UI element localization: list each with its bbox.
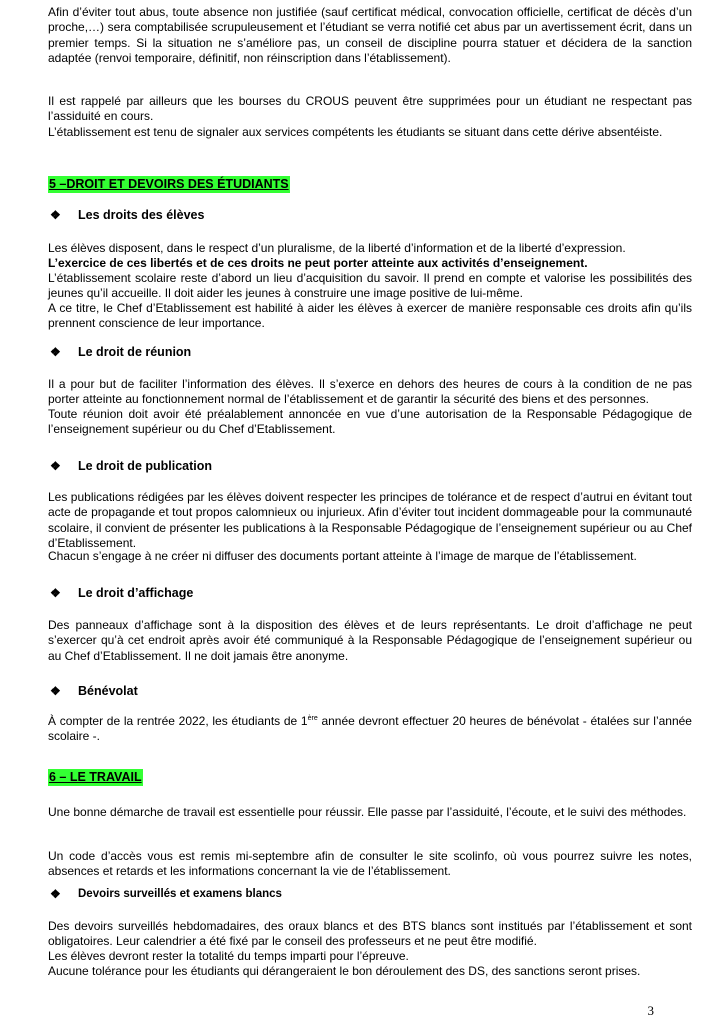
- subheading-devoirs-label: Devoirs surveillés et examens blancs: [78, 888, 282, 900]
- benevolat-text-end: année devront effectuer 20 heures de bénévolat - étalées sur l’année scolaire -.: [48, 714, 692, 744]
- droits-paragraph-3: L’établissement scolaire reste d’abord un lieu d’acquisition du savoir. Il prend en compte et valorise les possibilités des jeunes qu’il accueille. Il doit aider les jeunes à construire une image positive de lui-même.: [48, 271, 692, 301]
- publication-paragraph-2: Chacun s’engage à ne créer ni diffuser des documents portant atteinte à l’image de marque de l’établissement.: [48, 549, 637, 563]
- subheading-publication-label: Le droit de publication: [78, 459, 213, 473]
- diamond-bullet-icon: ❖: [50, 586, 61, 600]
- subheading-benevolat-label: Bénévolat: [78, 684, 138, 698]
- devoirs-paragraph-3: Aucune tolérance pour les étudiants qui dérangeraient le bon déroulement des DS, des sanctions seront prises.: [48, 964, 641, 978]
- subheading-affichage-label: Le droit d’affichage: [78, 586, 194, 600]
- intro-paragraph-1: Afin d’éviter tout abus, toute absence non justifiée (sauf certificat médical, convocation officielle, certificat de décès d’un proche,…) sera comptabilisée scrupuleusement et l’étudiant se verra notifié cet abus par un avertissement écrit, dans un premier temps. Si la situation ne s’améliore pas, un conseil de discipline pourra statuer et décidera de la sanction adaptée (renvoi temporaire, définitif, non réinscription dans l’établissement).: [48, 5, 692, 65]
- devoirs-paragraph-1: Des devoirs surveillés hebdomadaires, des oraux blancs et des BTS blancs sont institués par l’établissement et sont obligatoires. Leur calendrier a été fixé par le conseil des professeurs et ne peut être modifié.: [48, 919, 692, 949]
- subheading-reunion-label: Le droit de réunion: [78, 345, 192, 359]
- diamond-bullet-icon: ❖: [50, 345, 61, 359]
- travail-paragraph-1: Une bonne démarche de travail est essentielle pour réussir. Elle passe par l’assiduité, l’écoute, et le suivi des méthodes.: [48, 805, 687, 819]
- diamond-bullet-icon: ❖: [50, 887, 61, 901]
- droits-paragraph-1: Les élèves disposent, dans le respect d’un pluralisme, de la liberté d’information et de la liberté d’expression.: [48, 241, 626, 255]
- subheading-devoirs: [48, 886, 282, 903]
- page-number: 3: [647, 1003, 654, 1018]
- section-6-title: 6 – LE TRAVAIL: [49, 770, 142, 784]
- benevolat-superscript: ère: [307, 715, 318, 722]
- subheading-droits-label: Les droits des élèves: [78, 208, 205, 222]
- publication-paragraph-1: Les publications rédigées par les élèves doivent respecter les principes de tolérance et de respect d’autrui en évitant tout acte de propagande et tout propos calomnieux ou injurieux. Afin d’éviter tout incident dommageable pour la communauté scolaire, il convient de présenter les publications à la Responsable Pédagogique de l’enseignement supérieur ou au Chef d’Etablissement.: [48, 490, 692, 550]
- droits-paragraph-4: A ce titre, le Chef d’Etablissement est habilité à aider les élèves à exercer de manière responsable ces droits afin qu’ils prennent conscience de leur importance.: [48, 301, 692, 331]
- benevolat-text-start: À compter de la rentrée 2022, les étudiants de 1: [48, 714, 308, 728]
- reunion-paragraph-1: Il a pour but de faciliter l’information des élèves. Il s’exerce en dehors des heures de cours à la condition de ne pas porter atteinte au fonctionnement normal de l’établissement et de garantir la sécurité des biens et des personnes.: [48, 377, 692, 407]
- subheading-droits: [48, 207, 204, 224]
- section-5-title: 5 –DROIT ET DEVOIRS DES ÉTUDIANTS: [49, 177, 289, 191]
- intro-paragraph-2: Il est rappelé par ailleurs que les bourses du CROUS peuvent être supprimées pour un étudiant ne respectant pas l’assiduité en cours.: [48, 94, 692, 124]
- affichage-paragraph-1: Des panneaux d’affichage sont à la disposition des élèves et de leurs représentants. Le droit d’affichage ne peut s’exercer qu’à cet endroit après avoir été communiqué à la Responsable Pédagogique de l’enseignement supérieur ou au Chef d’Etablissement. Il ne doit jamais être anonyme.: [48, 618, 692, 663]
- subheading-affichage: [48, 585, 193, 602]
- subheading-publication: [48, 458, 212, 475]
- travail-paragraph-2: Un code d’accès vous est remis mi-septembre afin de consulter le site scolinfo, où vous pourrez suivre les notes, absences et retards et les informations concernant la vie de l’établissement.: [48, 849, 692, 879]
- devoirs-paragraph-2: Les élèves devront rester la totalité du temps imparti pour l’épreuve.: [48, 949, 409, 963]
- diamond-bullet-icon: ❖: [50, 459, 61, 473]
- subheading-reunion: [48, 344, 191, 361]
- reunion-paragraph-2: Toute réunion doit avoir été préalablement annoncée en vue d’une autorisation de la Responsable Pédagogique de l’enseignement supérieur ou du Chef d’Etablissement.: [48, 407, 692, 437]
- intro-paragraph-3: L’établissement est tenu de signaler aux services compétents les étudiants se situant dans cette dérive absentéiste.: [48, 125, 663, 139]
- benevolat-paragraph: [48, 714, 692, 745]
- droits-paragraph-2: L’exercice de ces libertés et de ces droits ne peut porter atteinte aux activités d’enseignement.: [48, 256, 588, 270]
- subheading-benevolat: [48, 683, 138, 700]
- diamond-bullet-icon: ❖: [50, 208, 61, 222]
- diamond-bullet-icon: ❖: [50, 684, 61, 698]
